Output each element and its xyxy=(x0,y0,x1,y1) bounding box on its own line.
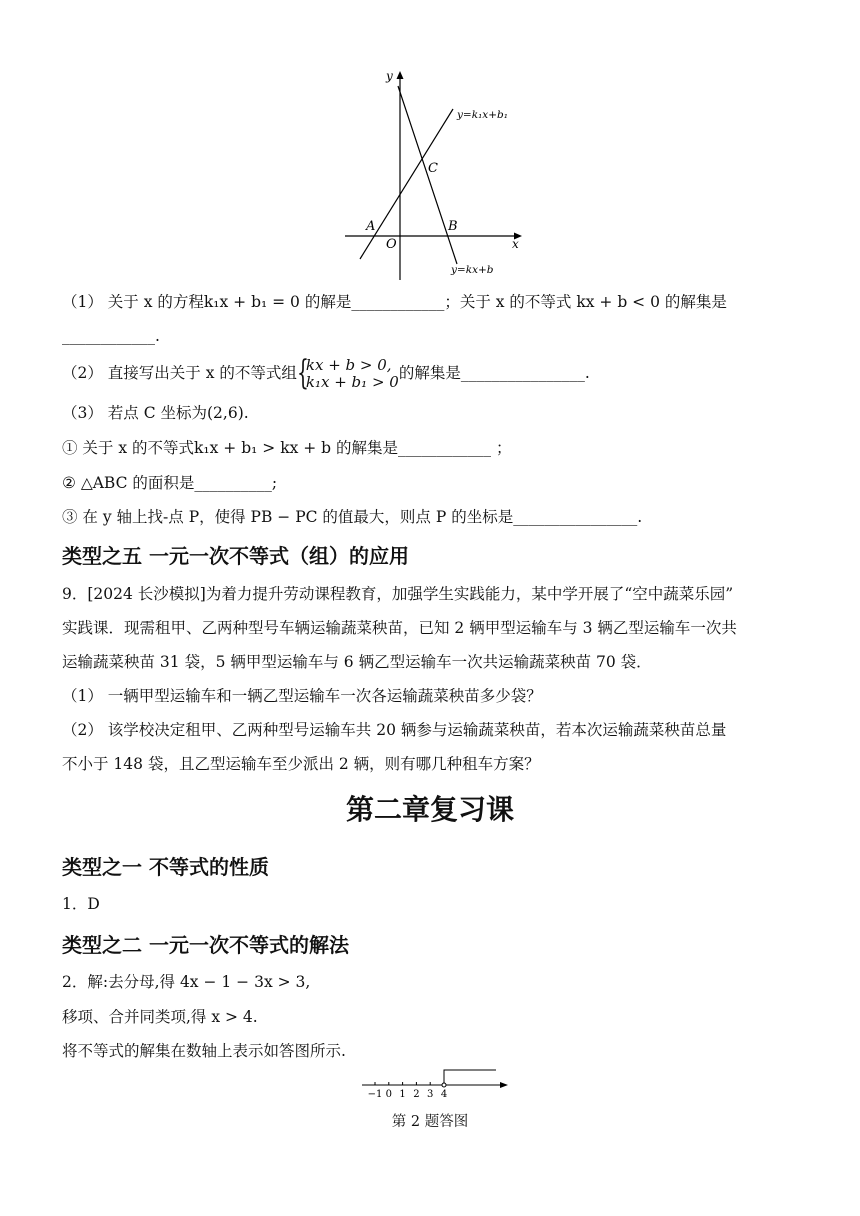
y-axis-arrow xyxy=(397,71,404,79)
q8-part2-suffix: 的解集是________________. xyxy=(398,364,590,382)
q9-line1: 9．[2024 长沙模拟]为着力提升劳动课程教育，加强学生实践能力，某中学开展了“空中蔬菜乐园” xyxy=(62,585,734,603)
number-line-tick-label: 3 xyxy=(427,1089,434,1100)
x-axis-label: x xyxy=(512,237,519,251)
point-a-label: A xyxy=(366,219,376,234)
q8-part3: （3） 若点 C 坐标为(2,6). xyxy=(62,404,249,422)
q8-part2 xyxy=(62,353,590,393)
q9-line3: 运输蔬菜秧苗 31 袋，5 辆甲型运输车与 6 辆乙型运输车一次共运输蔬菜秧苗 70 袋． xyxy=(62,653,652,671)
q8-sub1: ① 关于 x 的不等式k₁x + b₁ > kx + b 的解集是____________ ； xyxy=(62,439,512,457)
q8-part1-line2: ____________. xyxy=(62,327,160,345)
chapter-title: 第二章复习课 xyxy=(345,793,514,826)
q8-part2-prefix: （2） 直接写出关于 x 的不等式组 xyxy=(62,364,297,382)
q8-part1-line1: （1） 关于 x 的方程k₁x + b₁ = 0 的解是____________；关于 x 的不等式 kx + b < 0 的解集是 xyxy=(62,293,727,311)
system-eq2: k₁x + b₁ > 0 xyxy=(305,373,399,391)
answer2-line3: 将不等式的解集在数轴上表示如答图所示. xyxy=(62,1042,346,1060)
answer2-line2: 移项、合并同类项,得 x > 4. xyxy=(62,1008,258,1026)
origin-label: O xyxy=(386,237,397,252)
number-line-tick-label: 0 xyxy=(385,1089,392,1100)
solution-set-marker xyxy=(444,1070,496,1085)
q8-sub2: ② △ABC 的面积是__________; xyxy=(62,474,278,492)
line2-label: y=kx+b xyxy=(451,264,494,276)
figure2-caption: 第 2 题答图 xyxy=(391,1114,469,1130)
number-line-tick-label: 2 xyxy=(413,1089,420,1100)
q8-sub3: ③ 在 y 轴上找-点 P，使得 PB − PC 的值最大，则点 P 的坐标是________________. xyxy=(62,508,643,526)
q9-part2-line2: 不小于 148 袋，且乙型运输车至少派出 2 辆，则有哪几种租车方案？ xyxy=(62,755,540,773)
number-line-tick-label: 1 xyxy=(399,1089,406,1100)
q9-part2-line1: （2） 该学校决定租甲、乙两种型号运输车共 20 辆参与运输蔬菜秧苗，若本次运输蔬菜秧苗总量 xyxy=(62,721,727,739)
number-line-arrow xyxy=(500,1082,508,1088)
number-line-tick-label: 4 xyxy=(440,1089,448,1100)
answer2-line1: 2．解:去分母,得 4x − 1 − 3x > 3, xyxy=(62,973,311,991)
system-eq1: kx + b > 0, xyxy=(305,356,392,374)
line1-label: y=k₁x+b₁ xyxy=(457,109,508,121)
point-c-label: C xyxy=(428,161,438,176)
number-line-tick-label: −1 xyxy=(367,1089,383,1100)
q9-line2: 实践课．现需租甲、乙两种型号车辆运输蔬菜秧苗，已知 2 辆甲型运输车与 3 辆乙型运输车一次共 xyxy=(62,619,737,637)
y-axis-label: y xyxy=(386,69,393,83)
line-graph-figure xyxy=(330,66,530,284)
answer1: 1．D xyxy=(62,895,100,913)
q9-part1: （1） 一辆甲型运输车和一辆乙型运输车一次各运输蔬菜秧苗多少袋？ xyxy=(62,687,542,705)
brace-glyph: { xyxy=(296,353,309,393)
section5-heading: 类型之五 一元一次不等式（组）的应用 xyxy=(62,544,409,568)
inequality-system xyxy=(296,353,399,393)
open-circle-point xyxy=(442,1083,446,1087)
section1-heading: 类型之一 不等式的性质 xyxy=(62,855,269,879)
section2-heading: 类型之二 一元一次不等式的解法 xyxy=(62,933,349,957)
point-b-label: B xyxy=(448,219,458,234)
number-line-figure xyxy=(358,1066,512,1102)
